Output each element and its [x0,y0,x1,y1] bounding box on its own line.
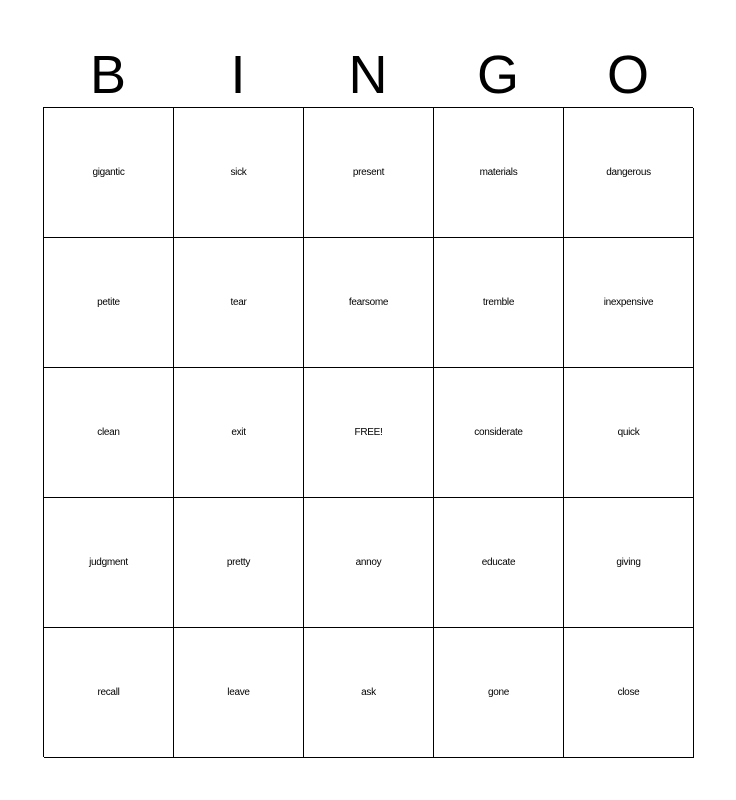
bingo-cell-r1-c3[interactable]: present [304,108,434,238]
bingo-board [43,107,693,757]
bingo-cell-r3-c2[interactable]: exit [174,368,304,498]
bingo-cell-r5-c2[interactable]: leave [174,628,304,758]
bingo-cell-r1-c1[interactable]: gigantic [44,108,174,238]
bingo-header [43,44,693,106]
bingo-cell-r5-c1[interactable]: recall [44,628,174,758]
bingo-cell-r3-c5[interactable]: quick [564,368,694,498]
bingo-cell-r2-c3[interactable]: fearsome [304,238,434,368]
bingo-cell-r1-c2[interactable]: sick [174,108,304,238]
header-letter-i: I [230,45,246,105]
bingo-cell-r5-c4[interactable]: gone [434,628,564,758]
bingo-cell-r4-c2[interactable]: pretty [174,498,304,628]
bingo-cell-r4-c3[interactable]: annoy [304,498,434,628]
header-letter-n: N [348,45,388,105]
bingo-cell-r2-c1[interactable]: petite [44,238,174,368]
bingo-cell-r2-c4[interactable]: tremble [434,238,564,368]
bingo-cell-r1-c4[interactable]: materials [434,108,564,238]
bingo-cell-r3-c1[interactable]: clean [44,368,174,498]
bingo-cell-r4-c5[interactable]: giving [564,498,694,628]
bingo-cell-r2-c2[interactable]: tear [174,238,304,368]
bingo-cell-r5-c3[interactable]: ask [304,628,434,758]
bingo-cell-r1-c5[interactable]: dangerous [564,108,694,238]
bingo-cell-r4-c4[interactable]: educate [434,498,564,628]
bingo-cell-r5-c5[interactable]: close [564,628,694,758]
header-letter-b: B [89,45,127,105]
free-space-cell[interactable]: FREE! [304,368,434,498]
header-letter-o: O [606,45,649,105]
bingo-cell-r2-c5[interactable]: inexpensive [564,238,694,368]
header-letter-g: G [476,45,519,105]
bingo-cell-r4-c1[interactable]: judgment [44,498,174,628]
bingo-cell-r3-c4[interactable]: considerate [434,368,564,498]
